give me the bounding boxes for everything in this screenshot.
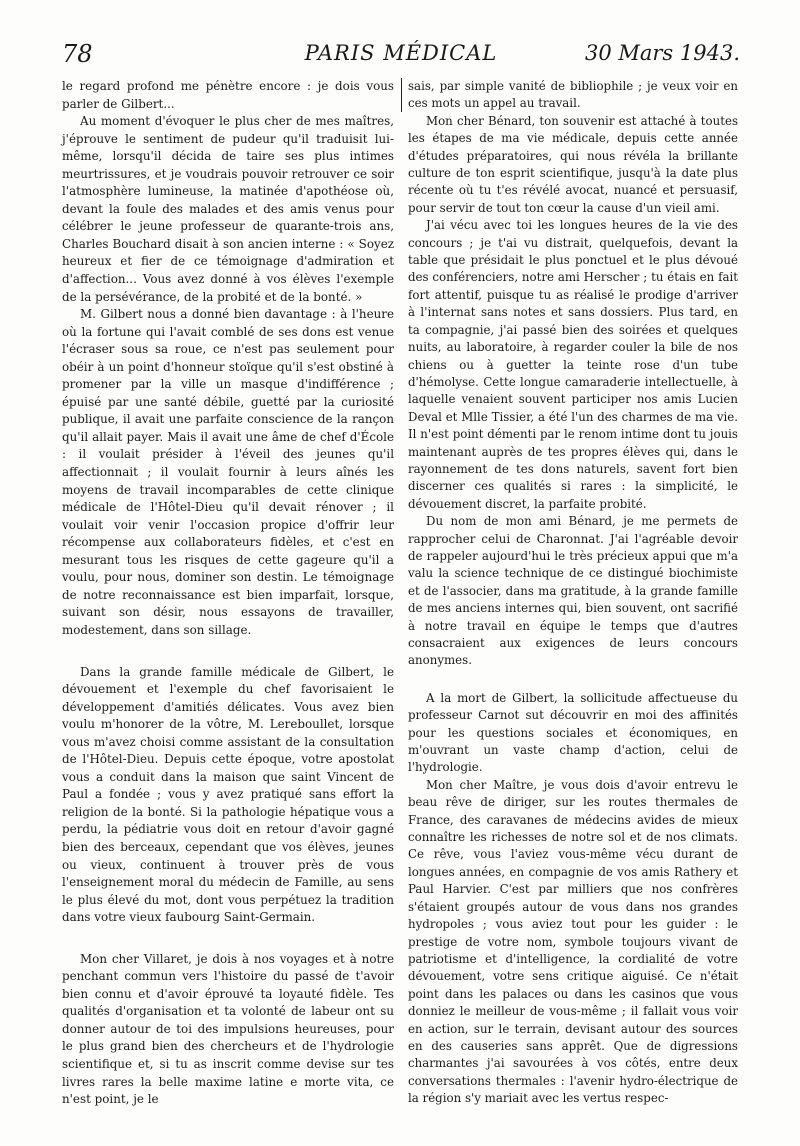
paragraph: Dans la grande famille médicale de Gilbert, le dévouement et l'exemple du chef favorisaient le développement d'amitiés délicates. Vous avez bien voulu m'honorer de la vôtre, M. Lereboullet, lorsque vous m'avez choisi comme assistant de la consultation de l'Hôtel-Dieu. Depuis cette époque, votre apostolat vous a conduit dans la maison que saint Vincent de Paul a fondée ; vous y avez pratiqué sans effort la religion de la bonté. Si la pathologie hépatique vous a perdu, la pédiatrie vous doit en retour d'avoir gagné bien des berceaux, cependant que vos élèves, jeunes ou vieux, continuent à trouver près de vous l'enseignement moral du médecin de Famille, au sens le plus élevé du mot, dont vous perpétuez la tradition dans votre vieux faubourg Saint-Germain. [62, 664, 394, 925]
paragraph: J'ai vécu avec toi les longues heures de la vie des concours ; je t'ai vu distrait, quelquefois, devant la table que présidait le plus ponctuel et le plus dévoué des conférenciers, notre ami Herscher ; tu étais en fait fort attentif, puisque tu as réalisé le prodige d'arriver à l'internat sans notes et sans dossiers. Plus tard, en ta compagnie, j'ai passé bien des soirées et quelques nuits, au laboratoire, à regarder couler la bile de nos chiens ou à guetter la teinte rose d'un tube d'hémolyse. Cette longue camaraderie intellectuelle, à laquelle venaient souvent participer nos amis Lucien Deval et Mlle Tissier, a été l'un des charmes de ma vie. Il n'est point démenti par le renom intime dont tu jouis maintenant auprès de tes propres élèves qui, dans le rayonnement de tes dons naturels, savent fort bien discerner ces qualités si rares : la simplicité, le dévouement discret, la parfaite probité. [408, 218, 738, 511]
paragraph: Mon cher Maître, je vous dois d'avoir entrevu le beau rêve de diriger, sur les routes thermales de France, des caravanes de médecins avides de mieux connaître les richesses de notre sol et de nos climats. Ce rêve, vous l'aviez vous-même vécu durant de longues années, en compagnie de vos amis Rathery et Paul Harvier. C'est par milliers que nos confrères s'étaient groupés autour de vous dans nos grandes hydropoles ; vous aviez tout pour les guider : le prestige de votre nom, symbole toujours vivant de patriotisme et d'intelligence, la cordialité de votre dévouement, votre sens critique aiguisé. Ce n'était point dans les palaces ou dans les casinos que vous donniez le meilleur de vous-même ; il fallait vous voir en action, sur le terrain, devisant autour des sources en des causeries sans apprêt. Que de digressions charmantes j'ai savourées à vos côtés, entre deux conversations thermales : l'avenir hydro-électrique de la région s'y mariait avec les vertus respec- [408, 777, 738, 1106]
paragraph: A la mort de Gilbert, la sollicitude affectueuse du professeur Carnot sut découvrir en moi des affinités pour les questions sociales et économiques, en m'ouvrant un vaste champ d'action, celui de l'hydrologie. [408, 690, 738, 775]
left-column [62, 78, 394, 1109]
paragraph: M. Gilbert nous a donné bien davantage : à l'heure où la fortune qui l'avait comblé de ses dons est venue l'écraser sous sa roue, ce n'est pas seulement pour obéir à un point d'honneur stoïque qu'il s'est obstiné à promener par la ville un masque d'indifférence ; épuisé par une santé débile, guetté par la curiosité publique, il avait une parfaite conscience de la rançon qu'il allait payer. Mais il avait une âme de chef d'École : il voulait présider à l'éveil des jeunes qu'il affectionnait ; il voulait fournir à leurs aînés les moyens de travail incomparables de cette clinique médicale de l'Hôtel-Dieu qu'il devait rénover ; il voulait voir venir l'occasion propice d'offrir leur récompense aux collaborateurs fidèles, et c'est en mesurant tous les risques de cette gageure qu'il a voulu, pour nous, dominer son destin. Le témoignage de notre reconnaissance est bien imparfait, lorsque, suivant son désir, nous essayons de travailler, modestement, dans son sillage. [62, 307, 394, 637]
paragraph: Mon cher Villaret, je dois à nos voyages et à notre penchant commun vers l'histoire du passé de t'avoir bien connu et d'avoir éprouvé ta loyauté fidèle. Tes qualités d'organisation et ta volonté de labeur ont su donner autour de toi des impulsions heureuses, pour le plus grand bien des chercheurs et de l'hydrologie scientifique et, si tu as inscrit comme devise sur tes livres rares la belle maxime latine e morte vita, ce n'est point, je le [62, 951, 394, 1107]
paragraph: Au moment d'évoquer le plus cher de mes maîtres, j'éprouve le sentiment de pudeur qu'il traduisit lui-même, lorsqu'il décida de taire ses plus intimes meurtrissures, et je voudrais pouvoir retrouver ce soir l'atmosphère lumineuse, la matinée d'apothéose où, devant la foule des malades et des amis venus pour célébrer le jeune professeur de quarante-trois ans, Charles Bouchard disait à son ancien interne : « Soyez heureux et fier de ce témoignage d'admiration et d'affection... Vous avez donné à vos élèves l'exemple de la persévérance, de la probité et de la bonté. » [62, 114, 394, 304]
column-rule [401, 78, 402, 112]
paragraph: sais, par simple vanité de bibliophile ; je veux voir en ces mots un appel au travail. [408, 79, 738, 111]
right-column [408, 78, 738, 1108]
page-header [62, 40, 740, 74]
paragraph: Mon cher Bénard, ton souvenir est attaché à toutes les étapes de ma vie médicale, depuis cette année d'études préparatoires, qui nous révéla la brillante culture de ton esprit scientifique, jusqu'à la date plus récente où tu t'es révélé avocat, nuancé et persuasif, pour servir de tout ton cœur la cause d'un vieil ami. [408, 113, 738, 215]
journal-title: PARIS MÉDICAL [304, 41, 498, 65]
issue-date: 30 Mars 1943. [584, 41, 740, 65]
paragraph: le regard profond me pénètre encore : je dois vous parler de Gilbert... [62, 79, 394, 111]
page-number: 78 [62, 40, 93, 68]
paragraph: Du nom de mon ami Bénard, je me permets de rapprocher celui de Charonnat. J'ai l'agréable devoir de rappeler aujourd'hui le très précieux appui que m'a valu la science technique de ce distingué biochimiste et de l'associer, dans ma gratitude, à la grande famille de mes anciens internes qui, bien souvent, ont sacrifié à notre travail en équipe le temps que d'autres consacraient aux exigences de leurs concours anonymes. [408, 514, 738, 668]
